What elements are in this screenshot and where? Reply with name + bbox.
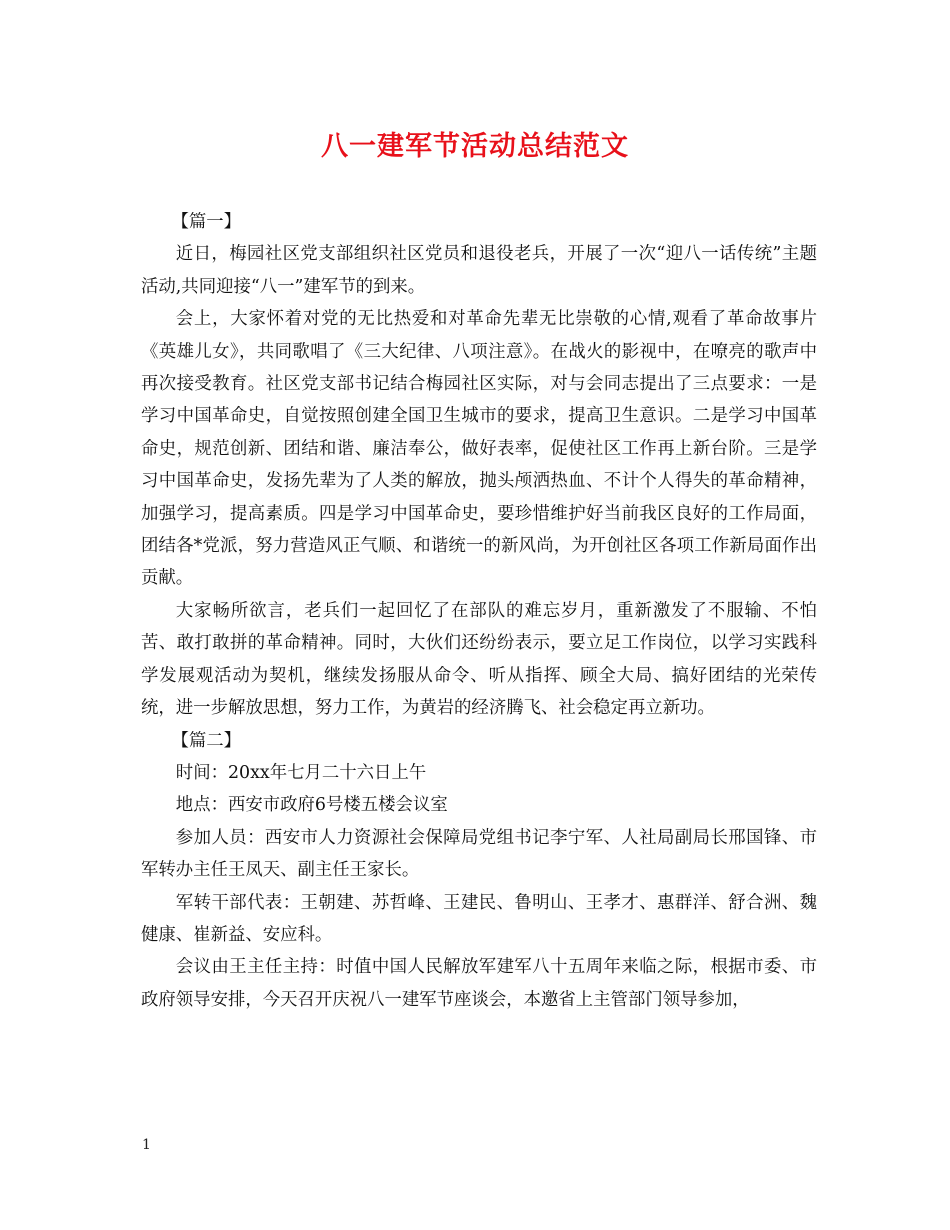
veteran-representatives: 军转干部代表：王朝建、苏哲峰、王建民、鲁明山、王孝才、惠群洋、舒合洲、魏健康、崔新益、安应科。 (141, 892, 817, 945)
section-heading-2: 【篇二】 (171, 730, 242, 751)
document-title: 八一建军节活动总结范文 (321, 131, 629, 162)
page-number: 1 (142, 1137, 151, 1153)
meeting-attendees: 参加人员：西安市人力资源社会保障局党组书记李宁军、人社局副局长邢国锋、市军转办主任王凤天、副主任王家长。 (141, 827, 817, 881)
meeting-location: 地点：西安市政府6号楼五楼会议室 (175, 795, 448, 816)
meeting-opening: 会议由王主任主持：时值中国人民解放军建军八十五周年来临之际，根据市委、市政府领导安排，今天召开庆祝八一建军节座谈会，本邀省上主管部门领导参加， (141, 957, 817, 1010)
paragraph: 近日，梅园社区党支部组织社区党员和退役老兵，开展了一次“迎八一话传统”主题活动,共同迎接“八一”建军节的到来。 (141, 244, 817, 297)
paragraph: 会上，大家怀着对党的无比热爱和对革命先辈无比崇敬的心情,观看了革命故事片《英雄儿女》，共同歌唱了《三大纪律、八项注意》。在战火的影视中，在嘹亮的歌声中再次接受教育。社区党支部书记结合梅园社区实际，对与会同志提出了三点要求：一是学习中国革命史，自觉按照创建全国卫生城市的要求，提高卫生意识。二是学习中国革命史，规范创新、团结和谐、廉洁奉公，做好表率，促使社区工作再上新台阶。三是学习中国革命史，发扬先辈为了人类的解放，抛头颅洒热血、不计个人得失的革命精神，加强学习，提高素质。四是学习中国革命史，要珍惜维护好当前我区良好的工作局面，团结各*党派，努力营造风正气顺、和谐统一的新风尚，为开创社区各项工作新局面作出贡献。 (141, 309, 817, 589)
document-body (141, 206, 817, 1016)
section-heading-1: 【篇一】 (171, 212, 242, 232)
meeting-time: 时间：20xx年七月二十六日上午 (175, 762, 427, 783)
paragraph: 大家畅所欲言，老兵们一起回忆了在部队的难忘岁月，重新激发了不服输、不怕苦、敢打敢拼的革命精神。同时，大伙们还纷纷表示，要立足工作岗位，以学习实践科学发展观活动为契机，继续发扬服从命令、听从指挥、顾全大局、搞好团结的光荣传统，进一步解放思想，努力工作，为黄岩的经济腾飞、社会稳定再立新功。 (141, 600, 817, 719)
